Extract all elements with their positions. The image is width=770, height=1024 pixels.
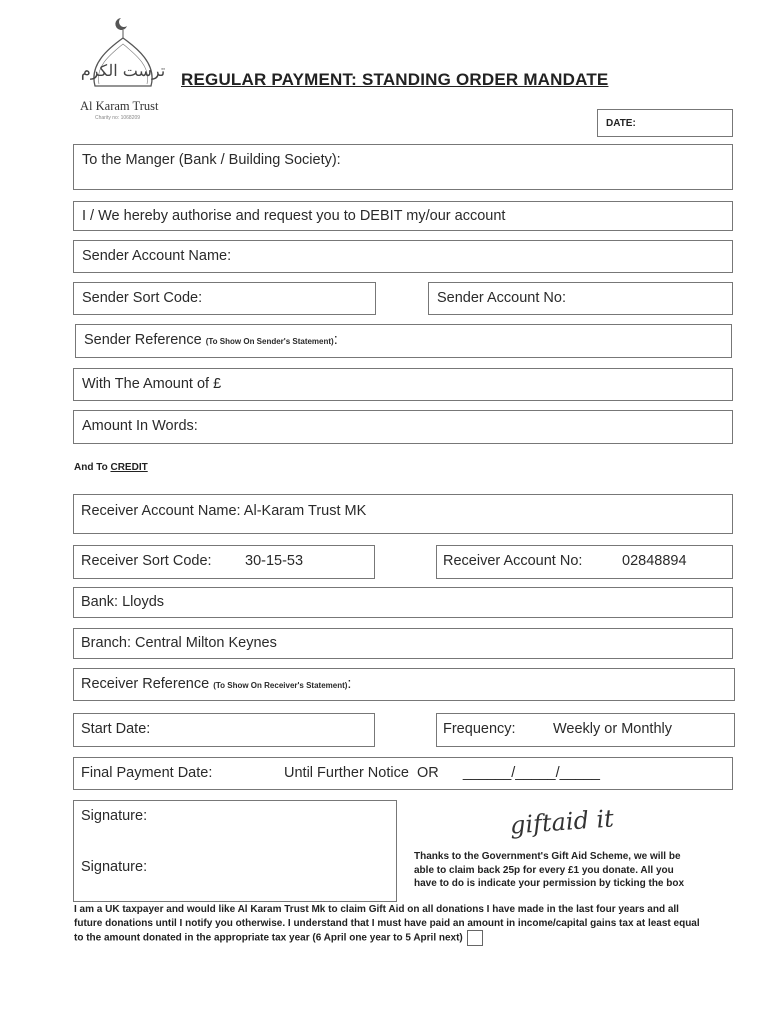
manager-label: To the Manger (Bank / Building Society): xyxy=(82,152,341,168)
sender-reference-colon: : xyxy=(333,332,338,348)
signature-2-label: Signature: xyxy=(81,859,148,875)
receiver-reference-note: (To Show On Receiver's Statement) xyxy=(213,681,348,690)
final-payment-label: Final Payment Date: xyxy=(81,765,213,781)
amount-label: With The Amount of £ xyxy=(82,376,222,392)
frequency-field[interactable] xyxy=(436,713,735,747)
receiver-sort-code-field xyxy=(73,545,375,579)
bank-field xyxy=(73,587,733,618)
signature-1-label: Signature: xyxy=(81,808,148,824)
amount-words-field[interactable] xyxy=(73,410,733,444)
amount-words-label: Amount In Words: xyxy=(82,418,198,434)
receiver-reference-text: Receiver Reference xyxy=(81,676,210,692)
page-title: REGULAR PAYMENT: STANDING ORDER MANDATE xyxy=(181,70,609,89)
sender-account-name-field[interactable] xyxy=(73,240,733,273)
bank-label: Bank: Lloyds xyxy=(81,594,165,610)
credit-heading xyxy=(74,462,148,473)
sender-sort-code-field[interactable] xyxy=(73,282,376,315)
authorise-label: I / We hereby authorise and request you to DEBIT my/our account xyxy=(82,208,506,224)
signature-box[interactable] xyxy=(73,800,397,902)
giftaid-checkbox[interactable] xyxy=(467,930,483,946)
giftaid-logo: giftaid it xyxy=(509,804,615,840)
credit-word: CREDIT xyxy=(110,462,148,473)
sender-reference-text: Sender Reference xyxy=(84,332,202,348)
final-payment-field[interactable] xyxy=(73,757,733,790)
branch-field xyxy=(73,628,733,659)
sender-account-name-label: Sender Account Name: xyxy=(82,248,232,264)
receiver-account-name-field xyxy=(73,494,733,534)
charity-number: Charity no: 1068209 xyxy=(95,115,141,121)
frequency-label: Frequency: xyxy=(443,721,516,737)
start-date-field[interactable] xyxy=(73,713,375,747)
date-label: DATE: xyxy=(606,118,636,129)
manager-field[interactable] xyxy=(73,144,733,190)
receiver-account-name: Receiver Account Name: Al-Karam Trust MK xyxy=(81,503,367,519)
authorise-statement xyxy=(73,201,733,231)
receiver-sort-code-value: 30-15-53 xyxy=(245,553,304,569)
receiver-reference-label xyxy=(81,676,351,692)
sender-reference-label xyxy=(84,332,338,348)
sender-account-no-label: Sender Account No: xyxy=(437,290,566,306)
receiver-account-no-field xyxy=(436,545,733,579)
date-field[interactable] xyxy=(597,109,733,137)
receiver-reference-field[interactable] xyxy=(73,668,735,701)
branch-label: Branch: Central Milton Keynes xyxy=(81,635,277,651)
sender-sort-code-label: Sender Sort Code: xyxy=(82,290,203,306)
receiver-sort-code-label: Receiver Sort Code: xyxy=(81,553,212,569)
final-payment-value: Until Further Notice OR ______/_____/_____ xyxy=(284,765,600,781)
frequency-value: Weekly or Monthly xyxy=(553,721,672,737)
declaration-text: I am a UK taxpayer and would like Al Karam Trust Mk to claim Gift Aid on all donations I have made in the last four years and all future donations until I notify you otherwise. I understand that I must have paid an amount in income/capital gains tax at least equal to the amount donated in the appropriate tax year (6 April one year to 5 April next) xyxy=(74,904,700,944)
receiver-reference-colon: : xyxy=(347,676,352,692)
receiver-account-no-value: 02848894 xyxy=(622,553,687,569)
svg-text:ترست الكرم: ترست الكرم xyxy=(80,61,166,80)
start-date-label: Start Date: xyxy=(81,721,151,737)
sender-reference-field[interactable] xyxy=(75,324,732,358)
giftaid-text: Thanks to the Government's Gift Aid Scheme, we will be able to claim back 25p for every £1 you donate. All you have to do is indicate your permission by ticking the box xyxy=(414,851,685,889)
giftaid-declaration xyxy=(74,903,704,946)
org-name: Al Karam Trust xyxy=(80,99,159,113)
sender-account-no-field[interactable] xyxy=(428,282,733,315)
receiver-account-no-label: Receiver Account No: xyxy=(443,553,583,569)
credit-prefix: And To xyxy=(74,462,111,473)
sender-reference-note: (To Show On Sender's Statement) xyxy=(205,337,334,346)
amount-field[interactable] xyxy=(73,368,733,401)
